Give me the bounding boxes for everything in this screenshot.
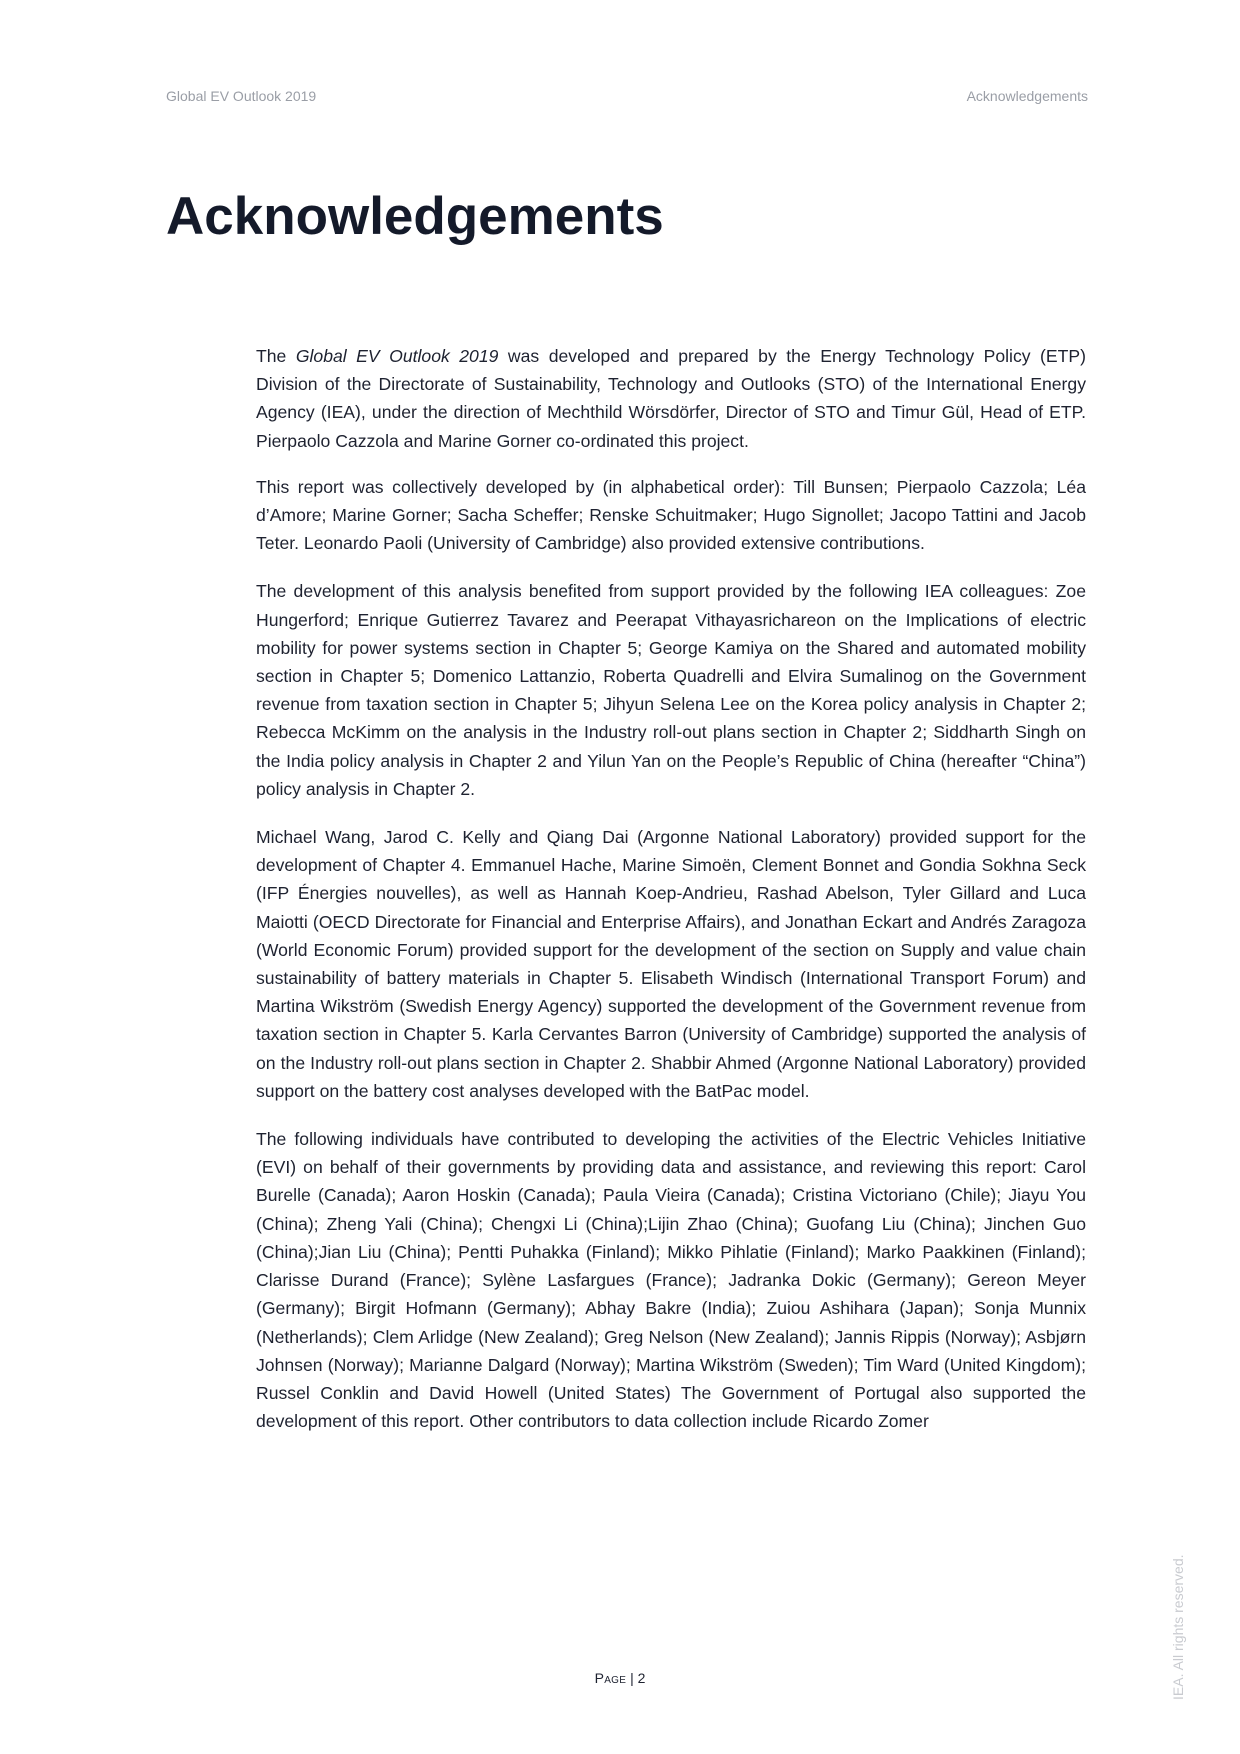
paragraph-3: The development of this analysis benefited from support provided by the following IEA colleagues: Zoe Hungerford; Enrique Gutierrez Tavarez and Peerapat Vithayasrichareon on the Implications of electric mobility for power systems section in Chapter 5; George Kamiya on the Shared and automated mobility section in Chapter 5; Domenico Lattanzio, Roberta Quadrelli and Elvira Sumalinog on the Government revenue from taxation section in Chapter 5; Jihyun Selena Lee on the Korea policy analysis in Chapter 2; Rebecca McKimm on the analysis in the Industry roll-out plans section in Chapter 2; Siddharth Singh on the India policy analysis in Chapter 2 and Yilun Yan on the People’s Republic of China (hereafter “China”) policy analysis in Chapter 2.	[256, 581, 1086, 799]
paragraph-4: Michael Wang, Jarod C. Kelly and Qiang Dai (Argonne National Laboratory) provided support for the development of Chapter 4. Emmanuel Hache, Marine Simoën, Clement Bonnet and Gondia Sokhna Seck (IFP Énergies nouvelles), as well as Hannah Koep-Andrieu, Rashad Abelson, Tyler Gillard and Luca Maiotti (OECD Directorate for Financial and Enterprise Affairs), and Jonathan Eckart and Andrés Zaragoza (World Economic Forum) provided support for the development of the section on Supply and value chain sustainability of battery materials in Chapter 5. Elisabeth Windisch (International Transport Forum) and Martina Wikström (Swedish Energy Agency) supported the development of the Government revenue from taxation section in Chapter 5. Karla Cervantes Barron (University of Cambridge) supported the analysis of on the Industry roll-out plans section in Chapter 2. Shabbir Ahmed (Argonne National Laboratory) provided support on the battery cost analyses developed with the BatPac model.	[256, 827, 1086, 1101]
paragraph-2: This report was collectively developed by (in alphabetical order): Till Bunsen; Pierpaolo Cazzola; Léa d’Amore; Marine Gorner; Sacha Scheffer; Renske Schuitmaker; Hugo Signollet; Jacopo Tattini and Jacob Teter. Leonardo Paoli (University of Cambridge) also provided extensive contributions.	[256, 476, 1086, 554]
body-text	[256, 342, 1086, 1455]
page-number: | 2	[630, 1670, 646, 1686]
paragraph-1-pre: The	[256, 346, 296, 366]
page-title: Acknowledgements	[166, 187, 664, 246]
rights-watermark: IEA. All rights reserved.	[1170, 1554, 1186, 1700]
page-label: Page	[594, 1670, 627, 1686]
paragraph-5: The following individuals have contributed to developing the activities of the Electric Vehicles Initiative (EVI) on behalf of their governments by providing data and assistance, and reviewing this report: Carol Burelle (Canada); Aaron Hoskin (Canada); Paula Vieira (Canada); Cristina Victoriano (Chile); Jiayu You (China); Zheng Yali (China); Chengxi Li (China);Lijin Zhao (China); Guofang Liu (China); Jinchen Guo (China);Jian Liu (China); Pentti Puhakka (Finland); Mikko Pihlatie (Finland); Marko Paakkinen (Finland); Clarisse Durand (France); Sylène Lasfargues (France); Jadranka Dokic (Germany); Gereon Meyer (Germany); Birgit Hofmann (Germany); Abhay Bakre (India); Zuiou Ashihara (Japan); Sonja Munnix (Netherlands); Clem Arlidge (New Zealand); Greg Nelson (New Zealand); Jannis Rippis (Norway); Asbjørn Johnsen (Norway); Marianne Dalgard (Norway); Martina Wikström (Sweden); Tim Ward (United Kingdom); Russel Conklin and David Howell (United States) The Government of Portugal also supported the development of this report. Other contributors to data collection include Ricardo Zomer	[256, 1129, 1086, 1432]
paragraph-1-post: was developed and prepared by the Energy Technology Policy (ETP) Division of the Directorate of Sustainability, Technology and Outlooks (STO) of the International Energy Agency (IEA), under the direction of Mechthild Wörsdörfer, Director of STO and Timur Gül, Head of ETP. Pierpaolo Cazzola and Marine Gorner co-ordinated this project.	[256, 346, 1086, 451]
report-title-italic: Global EV Outlook 2019	[295, 346, 499, 366]
running-header-title: Global EV Outlook 2019	[166, 88, 317, 104]
paragraph-1	[256, 342, 1086, 455]
page-footer	[0, 1670, 1240, 1686]
running-header-section: Acknowledgements	[966, 88, 1088, 104]
